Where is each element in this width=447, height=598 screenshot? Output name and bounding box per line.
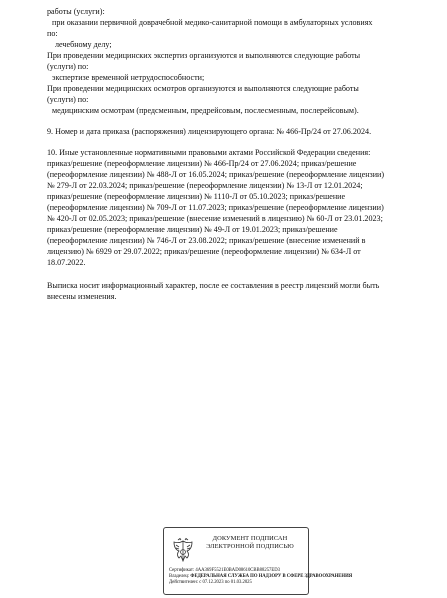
section-10-line: приказ/решение (переоформление лицензии) № 49-Л от 19.01.2023; приказ/решение	[47, 225, 338, 234]
stamp-cert-label: Сертификат:	[169, 568, 195, 573]
services-block	[47, 6, 409, 302]
stamp-owner-label: Владелец:	[169, 574, 190, 580]
stamp-title-line: ЭЛЕКТРОННОЙ ПОДПИСЬЮ	[206, 543, 294, 550]
services-expertise-item: экспертизе временной нетрудоспособности;	[52, 73, 205, 82]
services-exams-item: медицинским осмотрам (предсменным, предрейсовым, послесменным, послерейсовым).	[52, 106, 359, 115]
section-10-line: (переоформление лицензии) № 709-Л от 11.07.2023; приказ/решение (переоформление лицензии)	[47, 203, 384, 212]
section-10-line: 10. Иные установленные нормативными правовыми актами Российской Федерации сведения:	[47, 148, 371, 157]
section-10-line: приказ/решение (переоформление лицензии) № 1110-Л от 05.10.2023; приказ/решение	[47, 192, 346, 201]
stamp-details	[169, 568, 353, 587]
section-10-line: № 279-Л от 22.03.2024; приказ/решение (переоформление лицензии) № 13-Л от 12.01.2024;	[47, 181, 363, 190]
services-exams-intro: При проведении медицинских осмотров организуются и выполняются следующие работы	[47, 84, 359, 93]
electronic-signature-stamp	[163, 527, 353, 595]
spacer	[47, 268, 409, 280]
services-primary-care: при оказании первичной доврачебной медико-санитарной помощи в амбулаторных условиях	[52, 18, 373, 27]
services-expertise-intro: При проведении медицинских экспертиз организуются и выполняются следующие работы	[47, 51, 361, 60]
section-10-line: № 420-Л от 02.05.2023; приказ/решение (внесение изменений в лицензию) № 60-Л от 23.01.2023;	[47, 214, 383, 223]
stamp-validity-line: Действителен: с 07.12.2023 по 01.03.2025	[169, 580, 252, 586]
stamp-owner-value: ФЕДЕРАЛЬНАЯ СЛУЖБА ПО НАДЗОРУ В СФЕРЕ ЗДРАВООХРАНЕНИЯ	[190, 574, 353, 580]
section-9-order: 9. Номер и дата приказа (распоряжения) лицензирующего органа: № 466-Пр/24 от 27.06.2024.	[47, 127, 372, 136]
section-10-line: (переоформление лицензии) № 488-Л от 16.05.2024; приказ/решение (переоформление лицензии)	[47, 170, 385, 179]
stamp-title	[194, 535, 306, 551]
disclaimer-line: внесены изменения.	[47, 292, 117, 301]
services-heading: работы (услуги):	[47, 7, 105, 16]
section-10-line: (переоформление лицензии) № 746-Л от 23.08.2022; приказ/решение (внесение изменений в	[47, 236, 366, 245]
spacer	[47, 116, 409, 126]
section-10-block	[47, 147, 409, 268]
services-medical-care: лечебному делу;	[55, 40, 112, 49]
section-10-line: 18.07.2022.	[47, 258, 86, 267]
disclaimer-line: Выписка носит информационный характер, после ее составления в реестр лицензий могли быть	[47, 281, 380, 290]
section-10-line: лицензию) № 6929 от 29.07.2022; приказ/решение (переоформление лицензии) № 634-Л от	[47, 247, 361, 256]
section-10-line: приказ/решение (переоформление лицензии) № 466-Пр/24 от 27.06.2024; приказ/решение	[47, 159, 357, 168]
stamp-cert-value: 4AA369F5521E0BAD08610CBB88257ED3	[195, 568, 280, 573]
services-exams-po: (услуги) по:	[47, 95, 89, 104]
stamp-title-line: ДОКУМЕНТ ПОДПИСАН	[212, 535, 288, 542]
coat-of-arms-icon	[171, 537, 195, 565]
services-expertise-po: (услуги) по:	[47, 62, 89, 71]
services-po: по:	[47, 29, 58, 38]
spacer	[47, 137, 409, 147]
